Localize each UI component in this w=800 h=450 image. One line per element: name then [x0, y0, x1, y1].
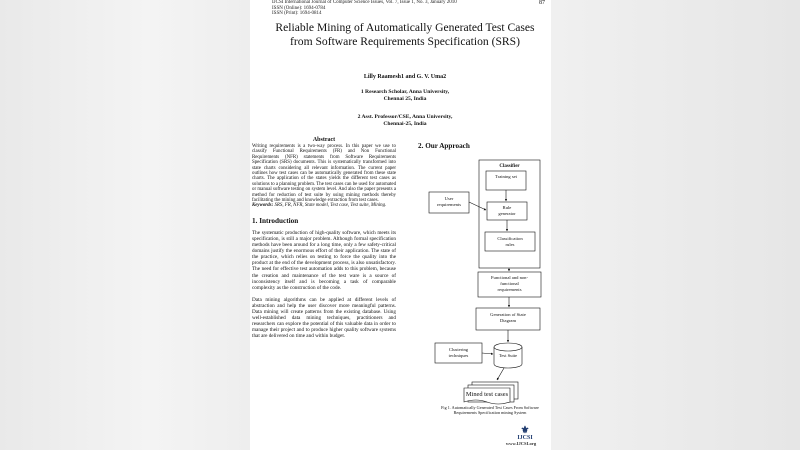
affiliation-1: [270, 89, 540, 103]
issn-online: ISSN (Online): 1694-0784: [272, 5, 326, 11]
issn-print: ISSN (Print): 1694-0814: [272, 11, 322, 17]
paper-page: [250, 0, 551, 450]
functional-requirements-label: functional: [500, 281, 519, 286]
classification-rules-label: rules: [505, 242, 515, 247]
background-right: [551, 0, 800, 450]
keywords: [252, 203, 396, 208]
classification-rules-label: Classification: [497, 236, 523, 241]
clustering-label: Clustering: [448, 347, 469, 352]
ijcsi-logo-icon: ⚜: [520, 425, 530, 436]
paper-title: Reliable Mining of Automatically Generated Test Cases from Software Requirements Specification (SRS): [275, 21, 535, 48]
clustering-label: techniques: [448, 353, 469, 358]
training-set-label: Training set: [495, 174, 517, 179]
flow-diagram: [400, 150, 551, 405]
ijcsi-logo-label: IJCSI: [517, 435, 533, 441]
user-requirements-label: requirements: [437, 202, 461, 207]
keywords-list: SRS, FR, NFR, State model, Test case, Test suite, Mining.: [274, 203, 387, 209]
ijcsi-url: www.IJCSI.org: [505, 441, 537, 446]
affiliation-line: Chennai-25, India: [383, 121, 427, 127]
caption-line: Requirements Specification mining System: [453, 410, 527, 415]
page-number: 87: [539, 0, 545, 6]
journal-header: [272, 0, 457, 17]
intro-paragraph-1: The systematic production of high-quality software, which meets its specification, is still a major problem. Although formal specification methods have been around for a long time, only a few safety-critical domains justify the enormous effort of their application. The state of the practice, which relies on testing to force the quality into the product at the end of the development process, is also unsatisfactory. The need for effective test automation adds to this problem, because the creation and maintenance of the test ware is a source of inconsistency itself and is becoming a task of comparable complexity as the construction of the code.: [252, 229, 396, 291]
test-suite-cylinder-top: [494, 343, 522, 351]
ijcsi-logo: [505, 426, 545, 446]
left-column: [252, 137, 396, 345]
affiliation-line: 2 Asst. Professor/CSE, Anna University,: [357, 114, 453, 120]
arrow-user-to-rule: [469, 202, 486, 210]
functional-requirements-label: Functional and non-: [491, 275, 528, 280]
intro-paragraph-2: Data mining algorithms can be applied at different levels of abstraction and help the user discover more meaningful patterns. Data mining will create patterns from the existing database. Using well-established data mining techniques, practitioners and researchers can explore the potential of this valuable data in order to manage their project and to produce higher quality software systems that are delivered on time and within budget.: [252, 296, 396, 340]
user-requirements-label: User: [444, 196, 454, 201]
abstract-text: Writing requirements is a two-way process. In this paper we use to classify Functional Requirements (FR) and Non Functional Requirements (NFR) statements from Software Requirements Specification (SRS) documents. This is systematically transformed into state charts considering all relevant information. The current paper outlines how test cases can be automatically generated from these state charts. The application of the states yields the different test cases as solutions to a planning problem. The test cases can be used for automated or manual software testing on system level. And also the paper presents a method for reduction of test suite by using mining methods thereby facilitating the mining and knowledge extraction from test cases.: [252, 144, 397, 204]
caption-line: Fig 1. Automatically Generated Test Cases From Software: [441, 405, 539, 410]
abstract-heading: Abstract: [312, 137, 336, 143]
affiliation-line: Chennai 25, India: [383, 96, 427, 102]
authors: Lilly Raamesh1 and G. V. Uma2: [363, 74, 447, 80]
figure-caption: [426, 405, 551, 415]
arrow-testsuite-to-mined: [497, 368, 504, 380]
rule-generator-label: generator: [498, 211, 516, 216]
state-diagram-label: Diagram: [499, 318, 517, 323]
background-left: [0, 0, 250, 450]
mined-test-cases-label: Mined test cases: [465, 391, 509, 398]
affiliation-2: [270, 114, 540, 128]
section-heading-introduction: 1. Introduction: [252, 216, 299, 225]
functional-requirements-label: requirements: [497, 287, 522, 292]
classifier-label: Classifier: [499, 164, 520, 169]
keywords-label: Keywords:: [252, 203, 274, 209]
test-suite-label: Test Suite: [498, 353, 518, 358]
arrow-clustering-to-testsuite: [482, 353, 493, 354]
affiliation-line: 1 Research Scholar, Anna University,: [360, 89, 450, 95]
rule-generator-label: Rule: [502, 205, 512, 210]
state-diagram-label: Generation of State: [490, 312, 526, 317]
journal-header-line: IJCSI International Journal of Computer Science Issues, Vol. 7, Issue 1, No. 3, January 2010: [272, 0, 457, 5]
section-heading-approach: 2. Our Approach: [418, 142, 470, 150]
